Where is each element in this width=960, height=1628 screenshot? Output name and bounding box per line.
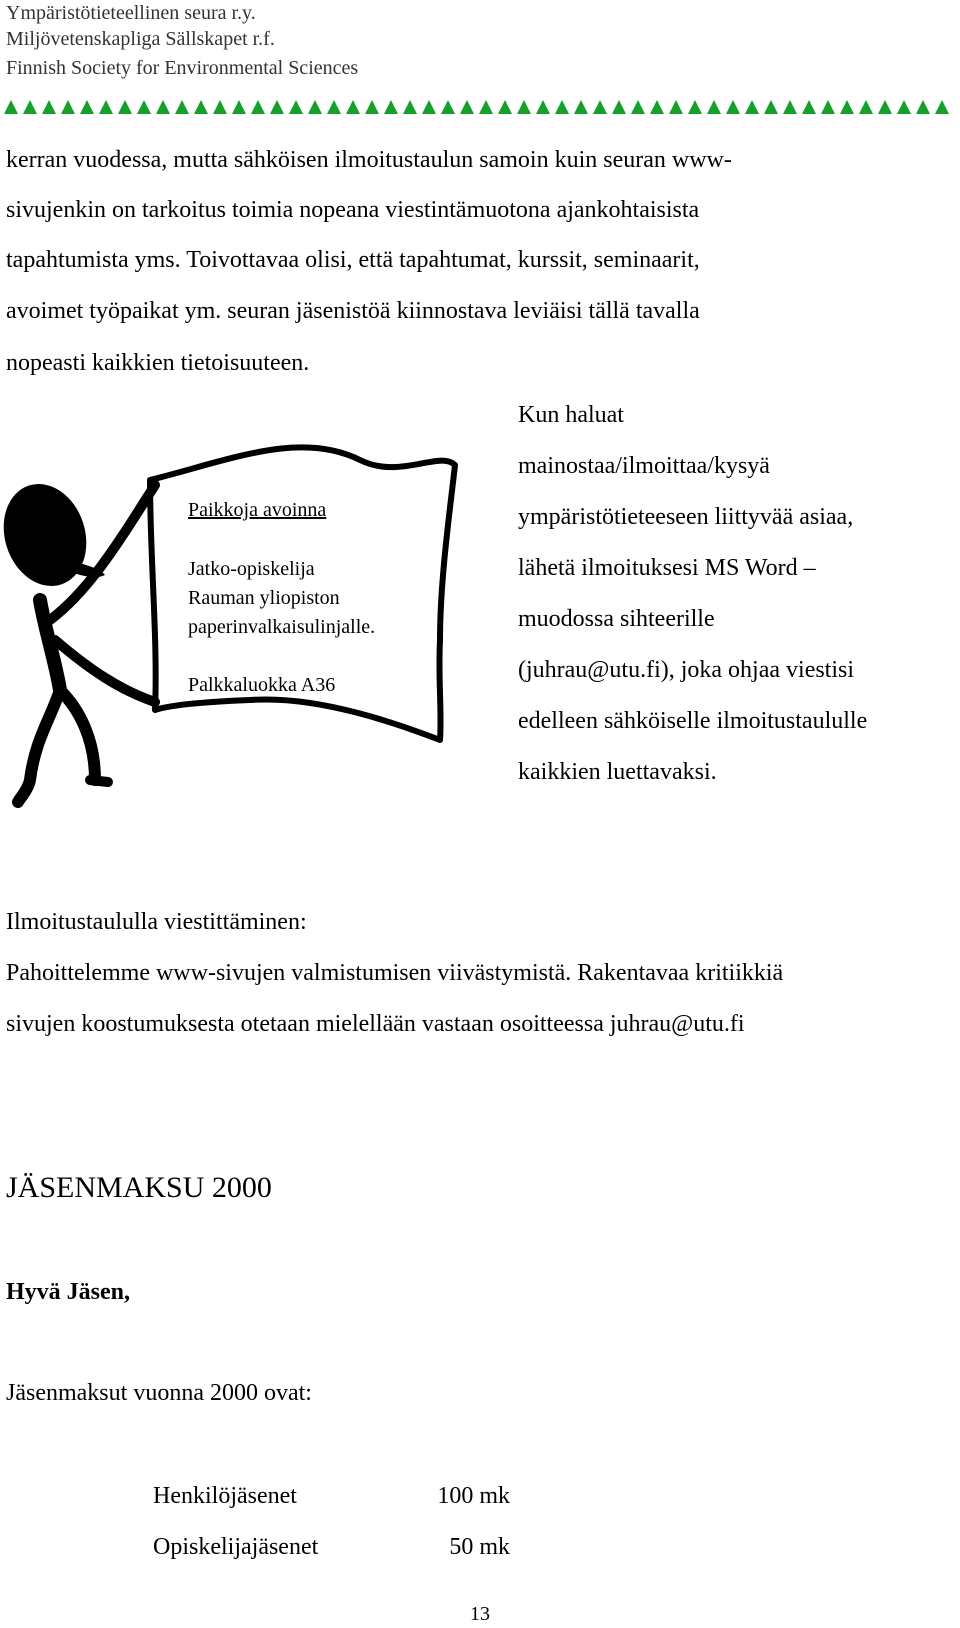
tree-icon (669, 100, 683, 114)
tree-icon (612, 100, 626, 114)
tree-icon (574, 100, 588, 114)
sidebar-line: ympäristötieteeseen liittyvää asiaa, (518, 504, 854, 530)
tree-icon (802, 100, 816, 114)
figure-head (0, 473, 99, 597)
tree-icon (498, 100, 512, 114)
tree-icon (878, 100, 892, 114)
tree-icon (4, 100, 18, 114)
fee-row-amount: 100 mk (437, 1483, 510, 1509)
tree-icon (156, 100, 170, 114)
fee-row-name: Opiskelijajäsenet (153, 1534, 319, 1560)
tree-icon (821, 100, 835, 114)
fees-heading: JÄSENMAKSU 2000 (6, 1171, 272, 1204)
sidebar-line: muodossa sihteerille (518, 606, 715, 632)
tree-row-icon (0, 98, 960, 116)
tree-icon (422, 100, 436, 114)
sign-line: Rauman yliopiston (188, 587, 340, 609)
tree-icon (251, 100, 265, 114)
tree-icon (745, 100, 759, 114)
sign-line: paperinvalkaisulinjalle. (188, 616, 376, 638)
tree-icon (137, 100, 151, 114)
tree-icon (555, 100, 569, 114)
section-title: Ilmoitustaululla viestittäminen: (6, 909, 307, 935)
sidebar-line: lähetä ilmoituksesi MS Word – (518, 555, 816, 581)
sign-line: Jatko-opiskelija (188, 558, 315, 580)
tree-icon (213, 100, 227, 114)
fees-intro: Jäsenmaksut vuonna 2000 ovat: (6, 1380, 312, 1406)
tree-icon (859, 100, 873, 114)
tree-icon (650, 100, 664, 114)
tree-icon (42, 100, 56, 114)
section-line: Pahoittelemme www-sivujen valmistumisen viivästymistä. Rakentavaa kritiikkiä (6, 960, 784, 986)
tree-icon (308, 100, 322, 114)
tree-icon (935, 100, 949, 114)
tree-icon (441, 100, 455, 114)
tree-icon (289, 100, 303, 114)
tree-icon (764, 100, 778, 114)
tree-icon (80, 100, 94, 114)
tree-icon (916, 100, 930, 114)
tree-icon (23, 100, 37, 114)
tree-icon (384, 100, 398, 114)
tree-icon (346, 100, 360, 114)
header-line-2: Miljövetenskapliga Sällskapet r.f. (6, 28, 275, 50)
intro-line: tapahtumista yms. Toivottavaa olisi, että tapahtumat, kurssit, seminaarit, (6, 247, 700, 273)
tree-icon (175, 100, 189, 114)
sidebar-line: edelleen sähköiselle ilmoitustaululle (518, 708, 868, 734)
sign-line: Palkkaluokka A36 (188, 674, 336, 696)
tree-icon (593, 100, 607, 114)
intro-line: nopeasti kaikkien tietoisuuteen. (6, 350, 310, 376)
tree-icon (61, 100, 75, 114)
tree-icon (631, 100, 645, 114)
tree-icon (479, 100, 493, 114)
tree-icon (327, 100, 341, 114)
figure-leg-right (60, 690, 95, 780)
tree-icon (840, 100, 854, 114)
tree-icon (118, 100, 132, 114)
intro-line: kerran vuodessa, mutta sähköisen ilmoitustaulun samoin kuin seuran www- (6, 147, 732, 173)
figure-foot (90, 780, 108, 782)
tree-icon (726, 100, 740, 114)
figure-leg-left (18, 690, 60, 802)
header-line-3: Finnish Society for Environmental Sciences (6, 57, 359, 79)
header-line-1: Ympäristötieteellinen seura r.y. (6, 2, 256, 24)
fee-row-amount: 50 mk (449, 1534, 510, 1560)
page-number: 13 (470, 1603, 490, 1625)
tree-icon (517, 100, 531, 114)
fee-row-name: Henkilöjäsenet (153, 1483, 297, 1509)
fees-greeting: Hyvä Jäsen, (6, 1279, 131, 1305)
tree-icon (99, 100, 113, 114)
tree-icon (536, 100, 550, 114)
sidebar-line: kaikkien luettavaksi. (518, 759, 717, 785)
sidebar-line: Kun haluat (518, 402, 624, 428)
tree-icon (783, 100, 797, 114)
tree-icon (707, 100, 721, 114)
intro-line: avoimet työpaikat ym. seuran jäsenistöä kiinnostava leviäisi tällä tavalla (6, 298, 700, 324)
section-line: sivujen koostumuksesta otetaan mielellään vastaan osoitteessa juhrau@utu.fi (6, 1011, 745, 1037)
tree-icon (688, 100, 702, 114)
intro-line: sivujenkin on tarkoitus toimia nopeana viestintämuotona ajankohtaisista (6, 197, 700, 223)
tree-icon (194, 100, 208, 114)
tree-icon (897, 100, 911, 114)
tree-icon (460, 100, 474, 114)
tree-icon (270, 100, 284, 114)
tree-icon (232, 100, 246, 114)
sidebar-line: mainostaa/ilmoittaa/kysyä (518, 453, 770, 479)
tree-icon (365, 100, 379, 114)
sidebar-line: (juhrau@utu.fi), joka ohjaa viestisi (518, 657, 855, 683)
tree-icon (403, 100, 417, 114)
sign-title: Paikkoja avoinna (188, 499, 327, 521)
